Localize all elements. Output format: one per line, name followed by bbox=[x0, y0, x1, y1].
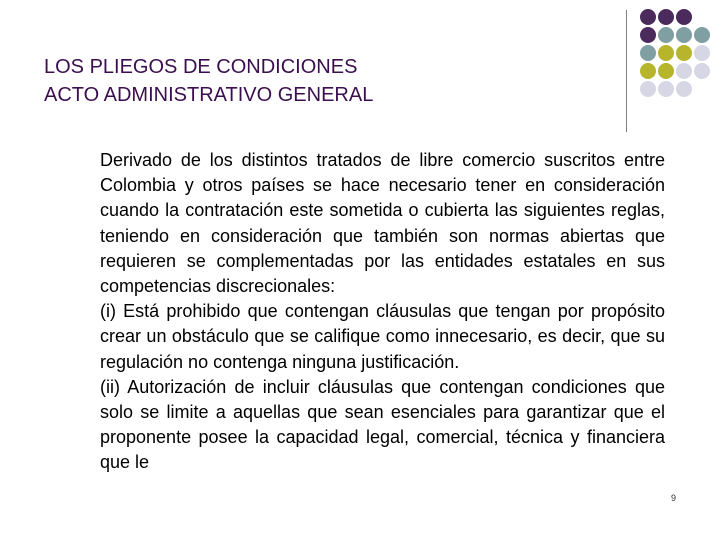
slide-body bbox=[100, 148, 665, 476]
page-number: 9 bbox=[671, 493, 677, 503]
decorative-dot bbox=[676, 9, 692, 25]
decorative-dot-grid bbox=[640, 9, 720, 134]
decorative-dot bbox=[640, 9, 656, 25]
decorative-dot bbox=[640, 27, 656, 43]
decorative-divider bbox=[626, 10, 627, 132]
body-paragraph-2: (i) Está prohibido que contengan cláusulas que tengan por propósito crear un obstáculo que se califique como innecesario, es decir, que su regulación no contenga ninguna justificación. bbox=[100, 301, 665, 372]
decorative-dot bbox=[658, 45, 674, 61]
decorative-dot bbox=[640, 81, 656, 97]
title-line-2: ACTO ADMINISTRATIVO GENERAL bbox=[44, 84, 374, 106]
decorative-dot bbox=[658, 81, 674, 97]
title-line-1: LOS PLIEGOS DE CONDICIONES bbox=[44, 56, 358, 78]
decorative-dot bbox=[676, 81, 692, 97]
decorative-dot bbox=[658, 27, 674, 43]
decorative-dot bbox=[640, 45, 656, 61]
body-paragraph-3: (ii) Autorización de incluir cláusulas que contengan condiciones que solo se limite a aquellas que sean esenciales para garantizar que el proponente posee la capacidad legal, comercial, técnica y financiera que le bbox=[100, 376, 665, 473]
decorative-dot bbox=[694, 63, 710, 79]
slide-title bbox=[44, 53, 373, 109]
decorative-dot bbox=[694, 27, 710, 43]
decorative-dot bbox=[694, 45, 710, 61]
decorative-dot bbox=[676, 27, 692, 43]
decorative-dot bbox=[640, 63, 656, 79]
decorative-dot bbox=[676, 45, 692, 61]
decorative-dot bbox=[658, 63, 674, 79]
body-paragraph-1: Derivado de los distintos tratados de libre comercio suscritos entre Colombia y otros países se hace necesario tener en consideración cuando la contratación este sometida o cubierta las siguientes reglas, teniendo en consideración que también son normas abiertas que requieren se complementadas por las entidades estatales en sus competencias discrecionales: bbox=[100, 150, 665, 297]
decorative-dot bbox=[676, 63, 692, 79]
decorative-dot bbox=[658, 9, 674, 25]
